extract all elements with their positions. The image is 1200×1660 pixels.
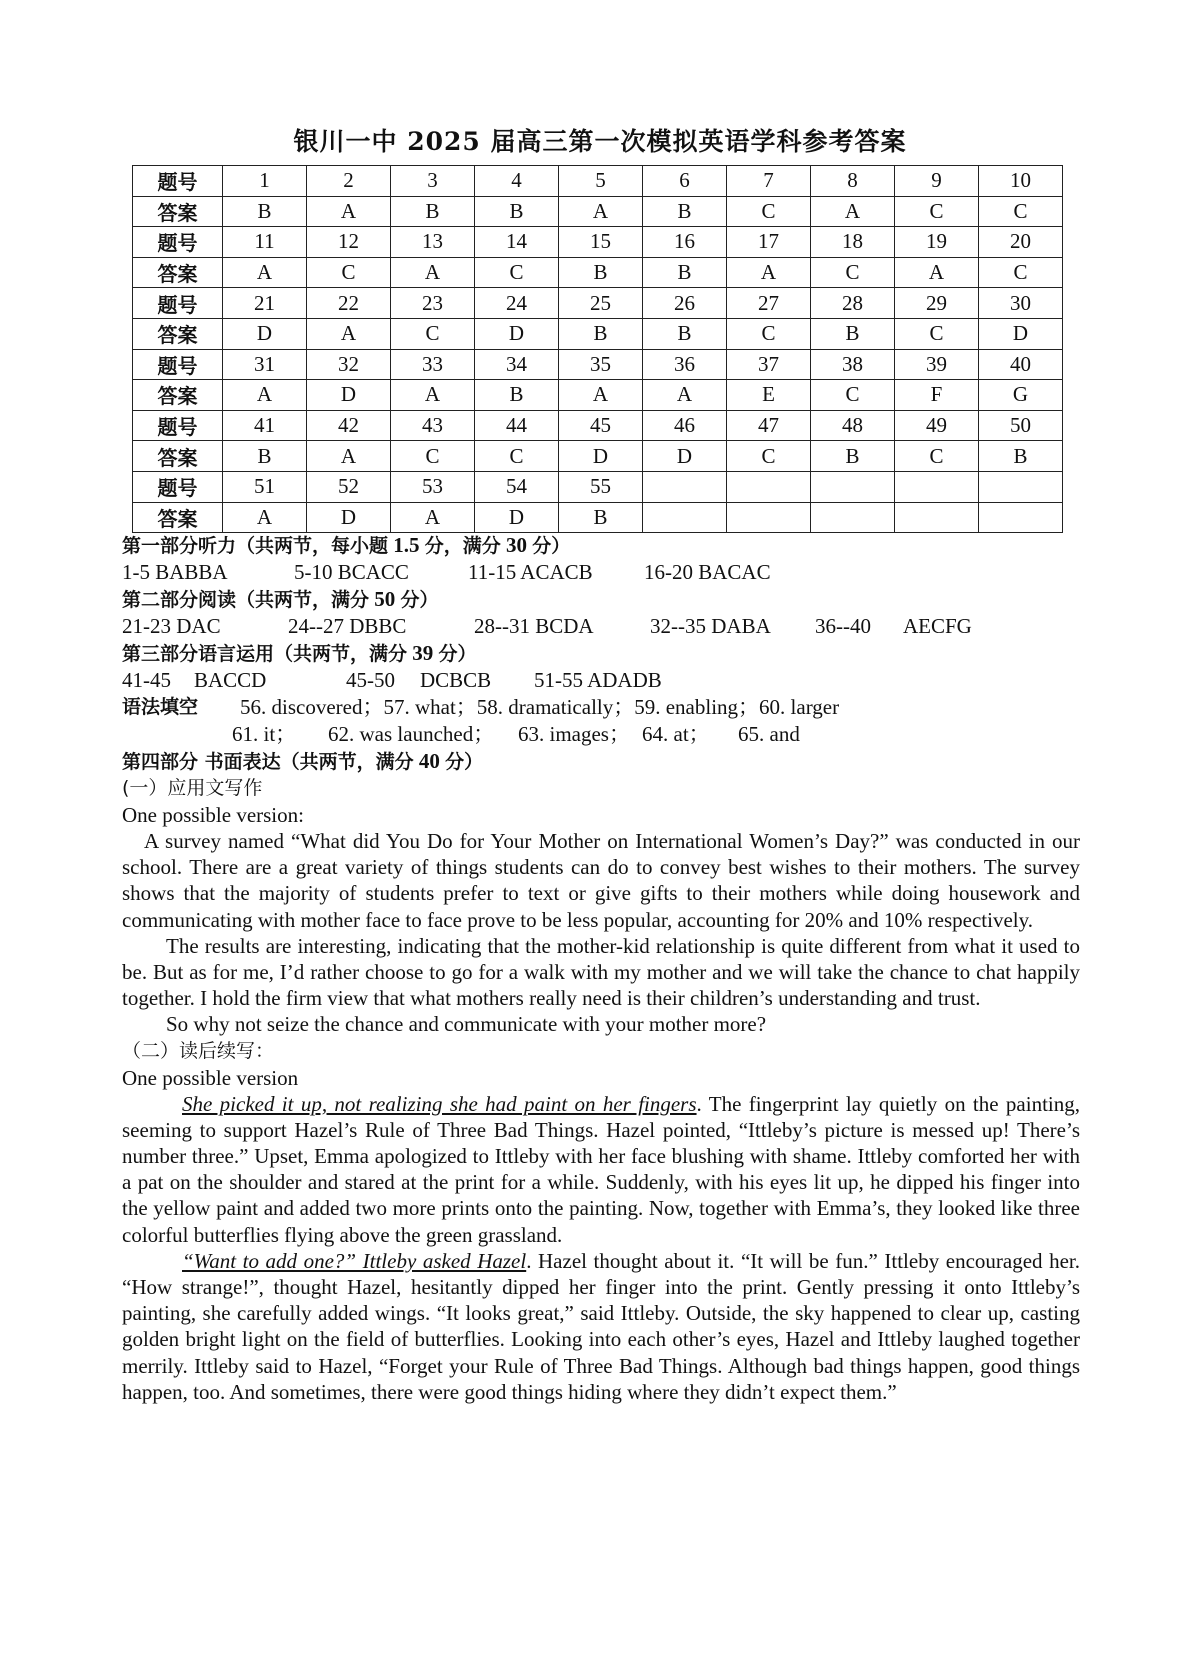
answer-cell: B — [223, 441, 307, 472]
answer-cell: D — [307, 380, 391, 411]
question-number-cell: 39 — [895, 349, 979, 380]
answer-label-cell: 答案 — [133, 196, 223, 227]
question-number-cell: 37 — [727, 349, 811, 380]
answer-cell — [979, 502, 1063, 533]
question-number-cell: 3 — [391, 166, 475, 197]
answer-cell — [895, 502, 979, 533]
answer-cell: D — [559, 441, 643, 472]
answer-row — [133, 257, 1063, 288]
grammar-label: 语法填空 — [122, 696, 199, 718]
answer-cell: C — [895, 318, 979, 349]
answer-cell: A — [895, 257, 979, 288]
answer-cell — [727, 502, 811, 533]
question-number-cell — [811, 471, 895, 502]
part3-item: 45-50 — [346, 668, 395, 692]
grammar-item: 64. at； — [642, 722, 710, 746]
question-number-cell: 54 — [475, 471, 559, 502]
question-number-cell: 23 — [391, 288, 475, 319]
question-number-cell: 24 — [475, 288, 559, 319]
question-number-cell: 45 — [559, 410, 643, 441]
answer-cell: A — [223, 502, 307, 533]
answer-label-cell: 答案 — [133, 318, 223, 349]
answer-cell: B — [979, 441, 1063, 472]
part1-answers — [122, 559, 1080, 586]
answer-cell: G — [979, 380, 1063, 411]
grammar-item: 61. it； — [232, 722, 297, 746]
part3-item: 51-55 ADADB — [534, 668, 662, 692]
question-number-cell: 52 — [307, 471, 391, 502]
question-number-cell: 32 — [307, 349, 391, 380]
grammar-line-2 — [122, 721, 1080, 748]
question-number-row — [133, 288, 1063, 319]
answer-cell: D — [307, 502, 391, 533]
question-number-cell: 10 — [979, 166, 1063, 197]
section1-title: (一）应用文写作 — [122, 777, 263, 799]
answer-cell: B — [559, 318, 643, 349]
answer-cell: C — [307, 257, 391, 288]
answer-cell: F — [895, 380, 979, 411]
part2-item: 32--35 DABA — [650, 614, 771, 638]
section1-paragraph-2: The results are interesting, indicating that the mother-kid relationship is quite different from what it used to be. But as for me, I’d rather choose to go for a walk with my mother and we will take the chance to chat happily together. I hold the firm view that what mothers really need is their children’s understanding and trust. — [122, 933, 1080, 1011]
question-number-cell: 5 — [559, 166, 643, 197]
question-number-cell: 30 — [979, 288, 1063, 319]
question-number-cell: 55 — [559, 471, 643, 502]
answer-cell: C — [895, 196, 979, 227]
answer-cell: B — [391, 196, 475, 227]
question-number-cell: 38 — [811, 349, 895, 380]
question-number-cell: 50 — [979, 410, 1063, 441]
question-number-row — [133, 227, 1063, 258]
question-number-cell: 43 — [391, 410, 475, 441]
question-number-cell: 21 — [223, 288, 307, 319]
question-number-cell: 34 — [475, 349, 559, 380]
page-title: 银川一中 2025 届高三第一次模拟英语学科参考答案 — [293, 127, 907, 156]
question-number-cell: 13 — [391, 227, 475, 258]
answer-cell: D — [223, 318, 307, 349]
question-number-cell: 9 — [895, 166, 979, 197]
question-number-cell: 33 — [391, 349, 475, 380]
question-number-cell: 11 — [223, 227, 307, 258]
question-number-cell: 12 — [307, 227, 391, 258]
answer-cell: A — [811, 196, 895, 227]
answer-cell: B — [643, 257, 727, 288]
part3-item: BACCD — [194, 668, 267, 692]
question-number-row — [133, 349, 1063, 380]
answer-label-cell: 答案 — [133, 441, 223, 472]
question-number-cell: 44 — [475, 410, 559, 441]
grammar-item: 63. images； — [518, 722, 630, 746]
question-number-cell: 26 — [643, 288, 727, 319]
part2-item: 24--27 DBBC — [288, 614, 407, 638]
paragraph-1-opening: She picked it up, not realizing she had paint on her fingers — [182, 1091, 697, 1116]
answer-cell: B — [559, 257, 643, 288]
answer-cell: D — [475, 318, 559, 349]
question-number-cell — [727, 471, 811, 502]
answer-cell: A — [391, 502, 475, 533]
answer-label-cell: 答案 — [133, 502, 223, 533]
question-number-cell: 1 — [223, 166, 307, 197]
part2-item: 28--31 BCDA — [474, 614, 594, 638]
question-number-cell: 31 — [223, 349, 307, 380]
answer-cell: C — [727, 441, 811, 472]
section1-version-label: One possible version: — [122, 803, 304, 827]
grammar-line-1 — [122, 694, 1080, 721]
answer-cell: B — [559, 502, 643, 533]
paragraph-2-opening: “Want to add one?” Ittleby asked Hazel — [182, 1248, 527, 1273]
part3-heading: 第三部分语言运用（共两节，满分 39 分） — [122, 641, 477, 665]
question-number-cell: 35 — [559, 349, 643, 380]
answer-row — [133, 380, 1063, 411]
part2-answers — [122, 613, 1080, 640]
answer-cell: B — [475, 380, 559, 411]
answer-row — [133, 502, 1063, 533]
question-label-cell: 题号 — [133, 288, 223, 319]
question-number-cell: 7 — [727, 166, 811, 197]
answer-cell — [643, 502, 727, 533]
answer-cell: C — [475, 257, 559, 288]
part3-answers — [122, 667, 1080, 694]
question-number-cell: 22 — [307, 288, 391, 319]
question-number-cell: 51 — [223, 471, 307, 502]
answer-cell: A — [559, 380, 643, 411]
question-number-cell: 14 — [475, 227, 559, 258]
section2-version-label: One possible version — [122, 1065, 299, 1090]
answer-cell: C — [391, 441, 475, 472]
question-number-cell: 4 — [475, 166, 559, 197]
answer-cell: C — [811, 380, 895, 411]
question-number-row — [133, 410, 1063, 441]
answer-cell: D — [475, 502, 559, 533]
section1-paragraph-3: So why not seize the chance and communicate with your mother more? — [166, 1012, 767, 1037]
part1-item: 11-15 ACACB — [468, 560, 593, 584]
section2-paragraph-1: She picked it up, not realizing she had paint on her fingers. The fingerprint lay quietly on the painting, seeming to support Hazel’s Rule of Three Bad Things. Hazel pointed, “Ittleby’s picture is messed up! There’s number three.” Upset, Emma apologized to Ittleby with her face blushing with shame. Ittleby comforted her with a pat on the shoulder and stared at the print for a while. Suddenly, with his eyes lit up, he dipped his finger into the yellow paint and added two more prints onto the painting. Now, together with Emma’s, they looked like three colorful butterflies flying above the green grassland. — [122, 1091, 1080, 1247]
part1-heading: 第一部分听力（共两节，每小题 1.5 分，满分 30 分） — [122, 533, 571, 557]
question-number-cell: 25 — [559, 288, 643, 319]
answer-cell: C — [727, 196, 811, 227]
grammar-answers: 56. discovered；57. what；58. dramatically；59. enabling；60. larger — [240, 695, 840, 719]
answer-cell: E — [727, 380, 811, 411]
question-number-cell: 18 — [811, 227, 895, 258]
answer-cell: A — [223, 380, 307, 411]
answer-table — [132, 165, 1063, 533]
question-label-cell: 题号 — [133, 410, 223, 441]
answer-row — [133, 196, 1063, 227]
question-number-cell: 6 — [643, 166, 727, 197]
question-label-cell: 题号 — [133, 166, 223, 197]
question-number-cell: 42 — [307, 410, 391, 441]
answer-cell: A — [223, 257, 307, 288]
question-number-cell: 19 — [895, 227, 979, 258]
answer-cell: A — [391, 380, 475, 411]
answer-cell: A — [307, 196, 391, 227]
question-number-cell: 47 — [727, 410, 811, 441]
answer-cell: C — [727, 318, 811, 349]
answer-cell: A — [559, 196, 643, 227]
question-number-row — [133, 166, 1063, 197]
question-number-cell: 41 — [223, 410, 307, 441]
question-number-cell: 49 — [895, 410, 979, 441]
answer-body — [122, 532, 1080, 1405]
part4-heading: 第四部分 书面表达（共两节，满分 40 分） — [122, 749, 484, 773]
part1-item: 1-5 BABBA — [122, 560, 228, 584]
answer-cell: A — [307, 318, 391, 349]
answer-cell: B — [811, 318, 895, 349]
question-number-cell: 28 — [811, 288, 895, 319]
part3-item: DCBCB — [420, 668, 492, 692]
answer-row — [133, 318, 1063, 349]
answer-cell: C — [475, 441, 559, 472]
answer-cell: B — [643, 318, 727, 349]
answer-label-cell: 答案 — [133, 380, 223, 411]
answer-cell — [811, 502, 895, 533]
section2-paragraph-2: “Want to add one?” Ittleby asked Hazel. Hazel thought about it. “It will be fun.” Ittleby encouraged her. “How strange!”, thought Hazel, hesitantly dipped her finger into the print. Gently pressing it onto Ittleby’s painting, she carefully added wings. “It looks great,” said Ittleby. Outside, the sky happened to clear up, casting golden bright light on the field of butterflies. Looking into each other’s eyes, Hazel and Ittleby laughed together merrily. Ittleby said to Hazel, “Forget your Rule of Three Bad Things. Although bad things happen, good things happen, too. And sometimes, there were good things hiding where they didn’t expect them.” — [122, 1248, 1080, 1404]
question-number-cell — [643, 471, 727, 502]
answer-cell: B — [475, 196, 559, 227]
part2-item: 36--40 — [815, 614, 871, 638]
question-number-cell — [979, 471, 1063, 502]
answer-cell: C — [391, 318, 475, 349]
answer-cell: D — [979, 318, 1063, 349]
question-label-cell: 题号 — [133, 227, 223, 258]
question-number-cell: 29 — [895, 288, 979, 319]
grammar-item: 65. and — [738, 722, 800, 746]
grammar-item: 62. was launched； — [328, 722, 495, 746]
answer-cell: A — [391, 257, 475, 288]
answer-cell: A — [307, 441, 391, 472]
answer-cell: C — [979, 257, 1063, 288]
section1-paragraph-1: A survey named “What did You Do for Your Mother on International Women’s Day?” was conducted in our school. There are a great variety of things students can do to convey best wishes to their mothers. The survey shows that the majority of students prefer to text or give gifts to their mothers while doing housework and communicating with mother face to face prove to be less popular, accounting for 20% and 10% respectively. — [122, 829, 1080, 932]
answer-cell: D — [643, 441, 727, 472]
question-number-cell: 27 — [727, 288, 811, 319]
answer-cell: C — [811, 257, 895, 288]
question-label-cell: 题号 — [133, 349, 223, 380]
part2-item: AECFG — [903, 614, 972, 638]
question-number-cell: 15 — [559, 227, 643, 258]
answer-cell: B — [223, 196, 307, 227]
answer-label-cell: 答案 — [133, 257, 223, 288]
answer-cell: C — [895, 441, 979, 472]
question-number-cell: 46 — [643, 410, 727, 441]
section2-title: （二）读后续写： — [122, 1039, 275, 1062]
question-number-cell: 40 — [979, 349, 1063, 380]
question-number-cell: 17 — [727, 227, 811, 258]
part1-item: 16-20 BACAC — [644, 560, 771, 584]
part3-item: 41-45 — [122, 668, 171, 692]
answer-cell: A — [643, 380, 727, 411]
question-number-row — [133, 471, 1063, 502]
question-number-cell: 53 — [391, 471, 475, 502]
question-number-cell: 16 — [643, 227, 727, 258]
part2-heading: 第二部分阅读（共两节，满分 50 分） — [122, 587, 439, 611]
question-number-cell: 20 — [979, 227, 1063, 258]
question-number-cell: 48 — [811, 410, 895, 441]
answer-cell: B — [643, 196, 727, 227]
part2-item: 21-23 DAC — [122, 614, 221, 638]
question-label-cell: 题号 — [133, 471, 223, 502]
answer-cell: C — [979, 196, 1063, 227]
answer-cell: A — [727, 257, 811, 288]
question-number-cell: 8 — [811, 166, 895, 197]
answer-row — [133, 441, 1063, 472]
question-number-cell — [895, 471, 979, 502]
answer-cell: B — [811, 441, 895, 472]
part1-item: 5-10 BCACC — [294, 560, 409, 584]
question-number-cell: 36 — [643, 349, 727, 380]
question-number-cell: 2 — [307, 166, 391, 197]
